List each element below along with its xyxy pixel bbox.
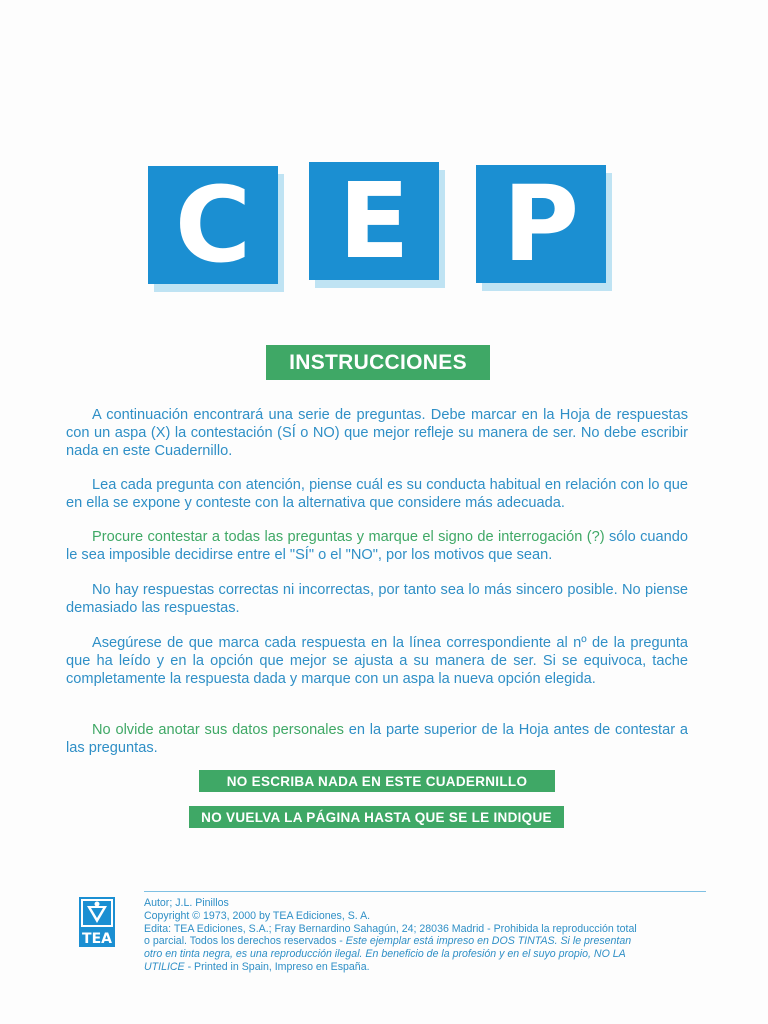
logo-letter-c: C [148, 166, 278, 284]
paragraph-6-rest: en la parte superior de la Hoja antes de contestar a las preguntas. [66, 722, 688, 756]
instruction-paragraph-3 [66, 528, 688, 564]
footer-rights-line: o parcial. Todos los derechos reservados - Este ejemplar está impreso en DOS TINTAS. Si le presentan [144, 935, 632, 948]
instruction-paragraph-4: No hay respuestas correctas ni incorrectas, por tanto sea lo más sincero posible. No piense demasiado las respuestas. [66, 582, 688, 616]
tea-publisher-logo [79, 897, 115, 947]
footer-author: Autor; J.L. Pinillos [144, 897, 229, 909]
logo-tile-p [476, 165, 606, 283]
footer-credits [144, 897, 709, 974]
no-escriba-banner: NO ESCRIBA NADA EN ESTE CUADERNILLO [199, 770, 555, 792]
logo-letter-e: E [309, 162, 439, 280]
instruction-paragraph-2: Lea cada pregunta con atención, piense cuál es su conducta habitual en relación con lo que en ella se expone y conteste con la alternativa que considere más adecuada. [66, 477, 688, 511]
instructions-heading: INSTRUCCIONES [266, 345, 490, 380]
instruction-paragraph-1: A continuación encontrará una serie de preguntas. Debe marcar en la Hoja de respuestas con un aspa (X) la contestación (SÍ o NO) que mejor refleje su manera de ser. No debe escribir nada en este Cuadernillo. [66, 407, 688, 459]
footer-warning-line: otro en tinta negra, es una reproducción ilegal. En beneficio de la profesión y en el suyo propio, NO LA [144, 948, 626, 961]
tea-logo-text: TEA [82, 931, 112, 947]
instruction-paragraph-6 [66, 721, 688, 757]
footer-printed-line: UTILICE - Printed in Spain, Impreso en España. [144, 960, 370, 973]
paragraph-3-rest: sólo cuando le sea imposible decidirse entre el "SÍ" o el "NO", por los motivos que sean. [66, 529, 688, 563]
instruction-paragraph-5: Asegúrese de que marca cada respuesta en la línea correspondiente al nº de la pregunta que ha leído y en la opción que mejor se ajusta a su manera de ser. Si se equivoca, tache completamente la respuesta dada y marque con un aspa la nueva opción elegida. [66, 635, 688, 687]
no-vuelva-banner: NO VUELVA LA PÁGINA HASTA QUE SE LE INDIQUE [189, 806, 564, 828]
footer-copyright: Copyright © 1973, 2000 by TEA Ediciones, S. A. [144, 909, 371, 922]
paragraph-3-highlight: Procure contestar a todas las preguntas y marque el signo de interrogación (?) [92, 529, 605, 545]
footer-publisher-line: Edita: TEA Ediciones, S.A.; Fray Bernardino Sahagún, 24; 28036 Madrid - Prohibida la reproducción total [144, 922, 637, 935]
logo-tile-c [148, 166, 278, 284]
cep-logo [0, 162, 768, 292]
logo-letter-p: P [476, 165, 606, 283]
footer-divider [144, 891, 706, 892]
logo-tile-e [309, 162, 439, 280]
paragraph-6-highlight: No olvide anotar sus datos personales [92, 722, 344, 738]
